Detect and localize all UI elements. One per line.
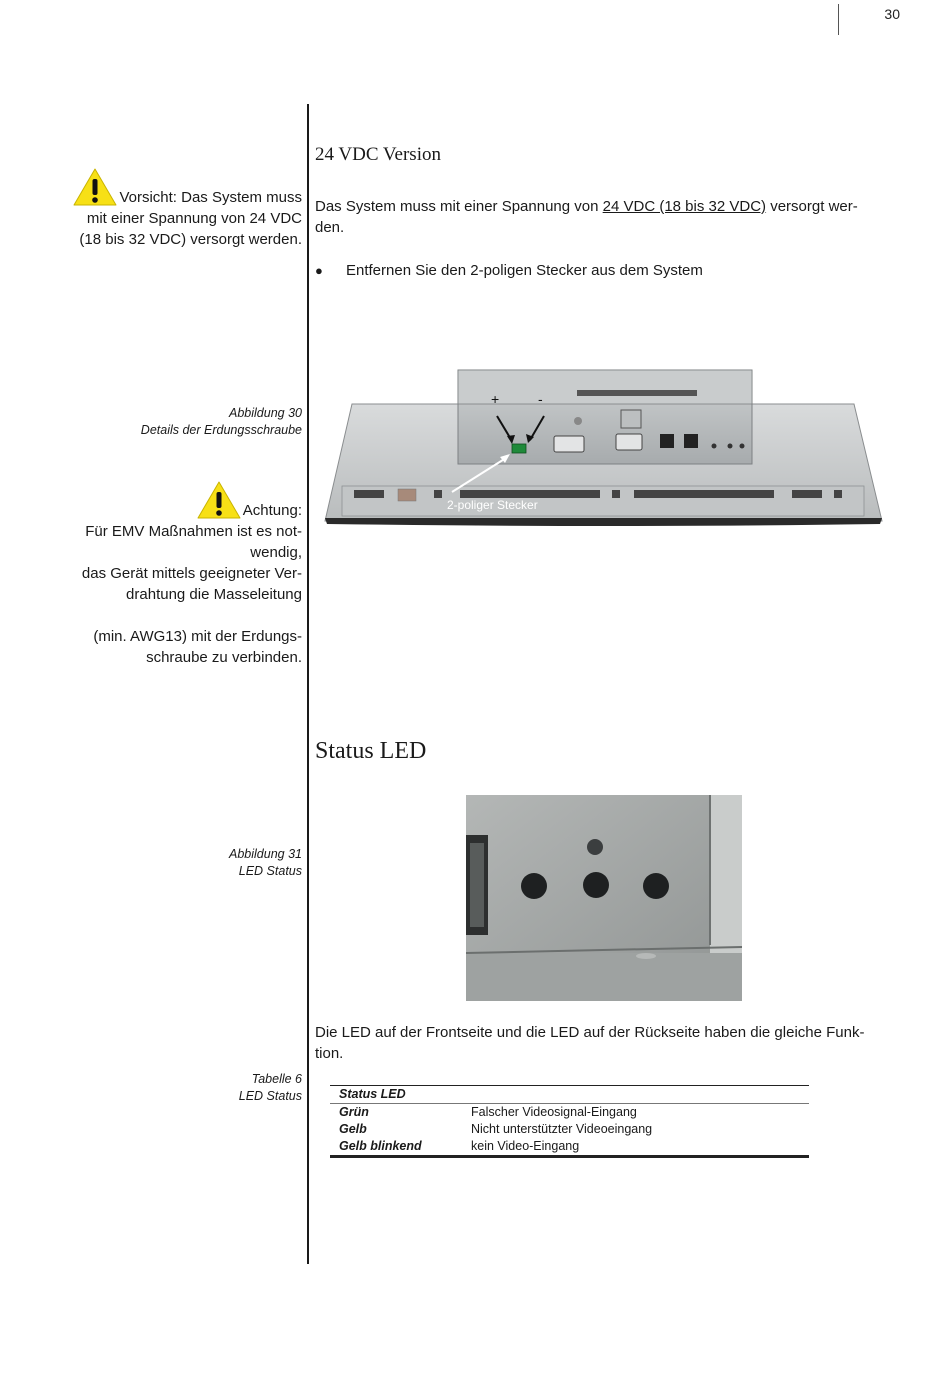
- paragraph-text: tion.: [315, 1045, 344, 1062]
- led-status-table: [330, 1085, 809, 1158]
- caution-note-voltage: [50, 166, 302, 250]
- figure-30-caption: [62, 405, 302, 439]
- table-key-cell: Gelb blinkend: [339, 1139, 422, 1153]
- caution-line: wendig,: [250, 544, 302, 561]
- table-header-cell: [462, 1086, 809, 1104]
- caution-note-grounding: [40, 479, 302, 668]
- led-status-photo: [466, 795, 742, 1001]
- page-number: 30: [884, 6, 900, 22]
- caption-line: Details der Erdungsschraube: [140, 423, 302, 437]
- warning-triangle-icon: [195, 479, 243, 521]
- polarity-plus-label: +: [491, 391, 500, 407]
- header-divider: [838, 4, 839, 35]
- polarity-minus-label: -: [538, 391, 543, 407]
- table-key-cell: Gelb: [339, 1122, 367, 1136]
- section-heading-24vdc: 24 VDC Version: [315, 144, 441, 165]
- table-header-cell: Status LED: [339, 1087, 406, 1101]
- bullet-text: Entfernen Sie den 2-poligen Stecker aus dem System: [346, 262, 703, 279]
- table-row: [330, 1121, 809, 1138]
- table-6-caption: [62, 1071, 302, 1105]
- warning-triangle-icon: [71, 166, 119, 208]
- caption-line: Abbildung 30: [229, 406, 302, 420]
- caption-line: LED Status: [238, 1089, 302, 1103]
- table-value-cell: Nicht unterstützter Videoeingang: [471, 1122, 653, 1136]
- caution-line: (min. AWG13) mit der Erdungs-: [93, 628, 302, 645]
- status-led-paragraph: [315, 1022, 895, 1064]
- paragraph-text: versorgt wer-: [766, 198, 858, 215]
- column-divider: [307, 104, 309, 1264]
- table-value-cell: Falscher Videosignal-Eingang: [471, 1105, 637, 1119]
- paragraph-text: Das System muss mit einer Spannung von: [315, 198, 603, 215]
- voltage-spec-underlined: 24 VDC (18 bis 32 VDC): [602, 198, 767, 215]
- paragraph-text: den.: [315, 219, 345, 236]
- caption-line: LED Status: [238, 864, 302, 878]
- caution-line: das Gerät mittels geeigneter Ver-: [81, 565, 302, 582]
- caution-line: Vorsicht: Das System muss: [119, 189, 302, 206]
- bullet-dot-icon: ●: [315, 263, 323, 278]
- bullet-item: [315, 260, 890, 281]
- table-row: [330, 1138, 809, 1157]
- caution-line: schraube zu verbinden.: [146, 649, 302, 666]
- caption-line: Abbildung 31: [229, 847, 302, 861]
- caution-line: drahtung die Masseleitung: [126, 586, 302, 603]
- connector-label: 2-poliger Stecker: [447, 498, 538, 512]
- caution-line: Für EMV Maßnahmen ist es not-: [85, 523, 302, 540]
- caption-line: Tabelle 6: [251, 1072, 302, 1086]
- table-row: [330, 1104, 809, 1122]
- figure-31-caption: [62, 846, 302, 880]
- caution-line: Achtung:: [242, 502, 302, 519]
- voltage-paragraph: [315, 196, 890, 238]
- device-rear-photo: [322, 368, 884, 528]
- caution-line: mit einer Spannung von 24 VDC: [86, 210, 302, 227]
- table-key-cell: Grün: [339, 1105, 369, 1119]
- paragraph-text: Die LED auf der Frontseite und die LED auf der Rückseite haben die gleiche Funk-: [315, 1024, 865, 1041]
- section-heading-status-led: Status LED: [315, 738, 427, 764]
- caution-line: (18 bis 32 VDC) versorgt werden.: [79, 231, 302, 248]
- table-header-row: [330, 1086, 809, 1104]
- table-value-cell: kein Video-Eingang: [471, 1139, 580, 1153]
